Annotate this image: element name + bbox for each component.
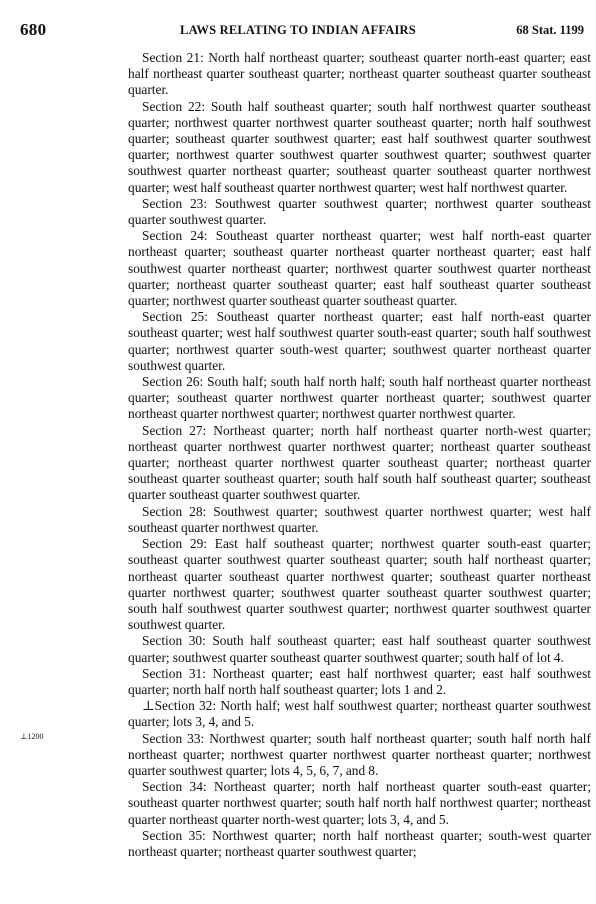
- section-26: Section 26: South half; south half north half; south half northeast quarter northeast quarter; southeast quarter northwest quarter northeast quarter; southwest quarter northeast quarter northwest quarter; northwest quarter northwest quarter.: [128, 374, 591, 422]
- page-header: [0, 20, 596, 42]
- section-34: Section 34: Northeast quarter; north half northeast quarter south-east quarter; southeast quarter northwest quarter; south half north half northwest quarter; northeast quarter northeast quarter north-west quarter; lots 3, 4, and 5.: [128, 779, 591, 827]
- section-29: Section 29: East half southeast quarter; northwest quarter south-east quarter; southeast quarter southwest quarter southeast quarter; south half northeast quarter; northeast quarter southeast quarter northwest quarter; southeast quarter northeast quarter northwest quarter; southwest quarter southeast quarter southwest quarter; south half southwest quarter southwest quarter; northwest quarter southwest quarter southwest quarter.: [128, 536, 591, 633]
- margin-page-marker: ⊥1200: [20, 732, 44, 741]
- legal-description-body: [128, 50, 591, 860]
- section-22: Section 22: South half southeast quarter; south half northwest quarter southeast quarter; northwest quarter northwest quarter southeast quarter; north half southwest quarter; southeast quarter southwest quarter; east half southwest quarter southwest quarter; northwest quarter southwest quarter southwest quarter; southwest quarter southwest quarter northeast quarter; southeast quarter southeast quarter northwest quarter; west half southeast quarter northwest quarter; west half northwest quarter.: [128, 98, 591, 195]
- running-head: LAWS RELATING TO INDIAN AFFAIRS: [180, 23, 416, 37]
- section-30: Section 30: South half southeast quarter; east half southeast quarter southwest quarter; southwest quarter southeast quarter southwest quarter; south half of lot 4.: [128, 633, 591, 665]
- section-25: Section 25: Southeast quarter northeast quarter; east half north-east quarter southeast quarter; west half southwest quarter south-east quarter; south half southwest quarter; northwest quarter south-west quarter; southwest quarter northeast quarter southwest quarter.: [128, 309, 591, 373]
- section-31: Section 31: Northeast quarter; east half northwest quarter; east half southwest quarter; north half north half southeast quarter; lots 1 and 2.: [128, 665, 591, 697]
- section-33: Section 33: Northwest quarter; south half northeast quarter; south half north half northeast quarter; northwest quarter northwest quarter northeast quarter; northwest quarter southwest quarter; lots 4, 5, 6, 7, and 8.: [128, 730, 591, 778]
- section-32: ⊥Section 32: North half; west half southwest quarter; northeast quarter southwest quarter; lots 3, 4, and 5.: [128, 698, 591, 730]
- section-27: Section 27: Northeast quarter; north half northeast quarter north-west quarter; northeast quarter northwest quarter northwest quarter; northeast quarter southeast quarter; northeast quarter northwest quarter southeast quarter; northeast quarter southeast quarter southeast quarter; south half south half southeast quarter; southeast quarter southeast quarter southwest quarter.: [128, 422, 591, 503]
- section-21: Section 21: North half northeast quarter; southeast quarter north-east quarter; east half northeast quarter southeast quarter; northeast quarter southeast quarter southeast quarter.: [128, 50, 591, 98]
- statute-reference: 68 Stat. 1199: [516, 23, 584, 37]
- section-24: Section 24: Southeast quarter northeast quarter; west half north-east quarter northeast quarter; southeast quarter northeast quarter northeast quarter; east half southwest quarter northeast quarter; northwest quarter southwest quarter northeast quarter; northeast quarter southeast quarter; east half southeast quarter southeast quarter; northwest quarter southeast quarter southeast quarter.: [128, 228, 591, 309]
- section-35: Section 35: Northwest quarter; north half northeast quarter; south-west quarter northeast quarter; northeast quarter southwest quarter;: [128, 827, 591, 859]
- section-28: Section 28: Southwest quarter; southwest quarter northwest quarter; west half southeast quarter northwest quarter.: [128, 503, 591, 535]
- page-number: 680: [20, 20, 47, 39]
- section-23: Section 23: Southwest quarter southwest quarter; northwest quarter southeast quarter southwest quarter.: [128, 195, 591, 228]
